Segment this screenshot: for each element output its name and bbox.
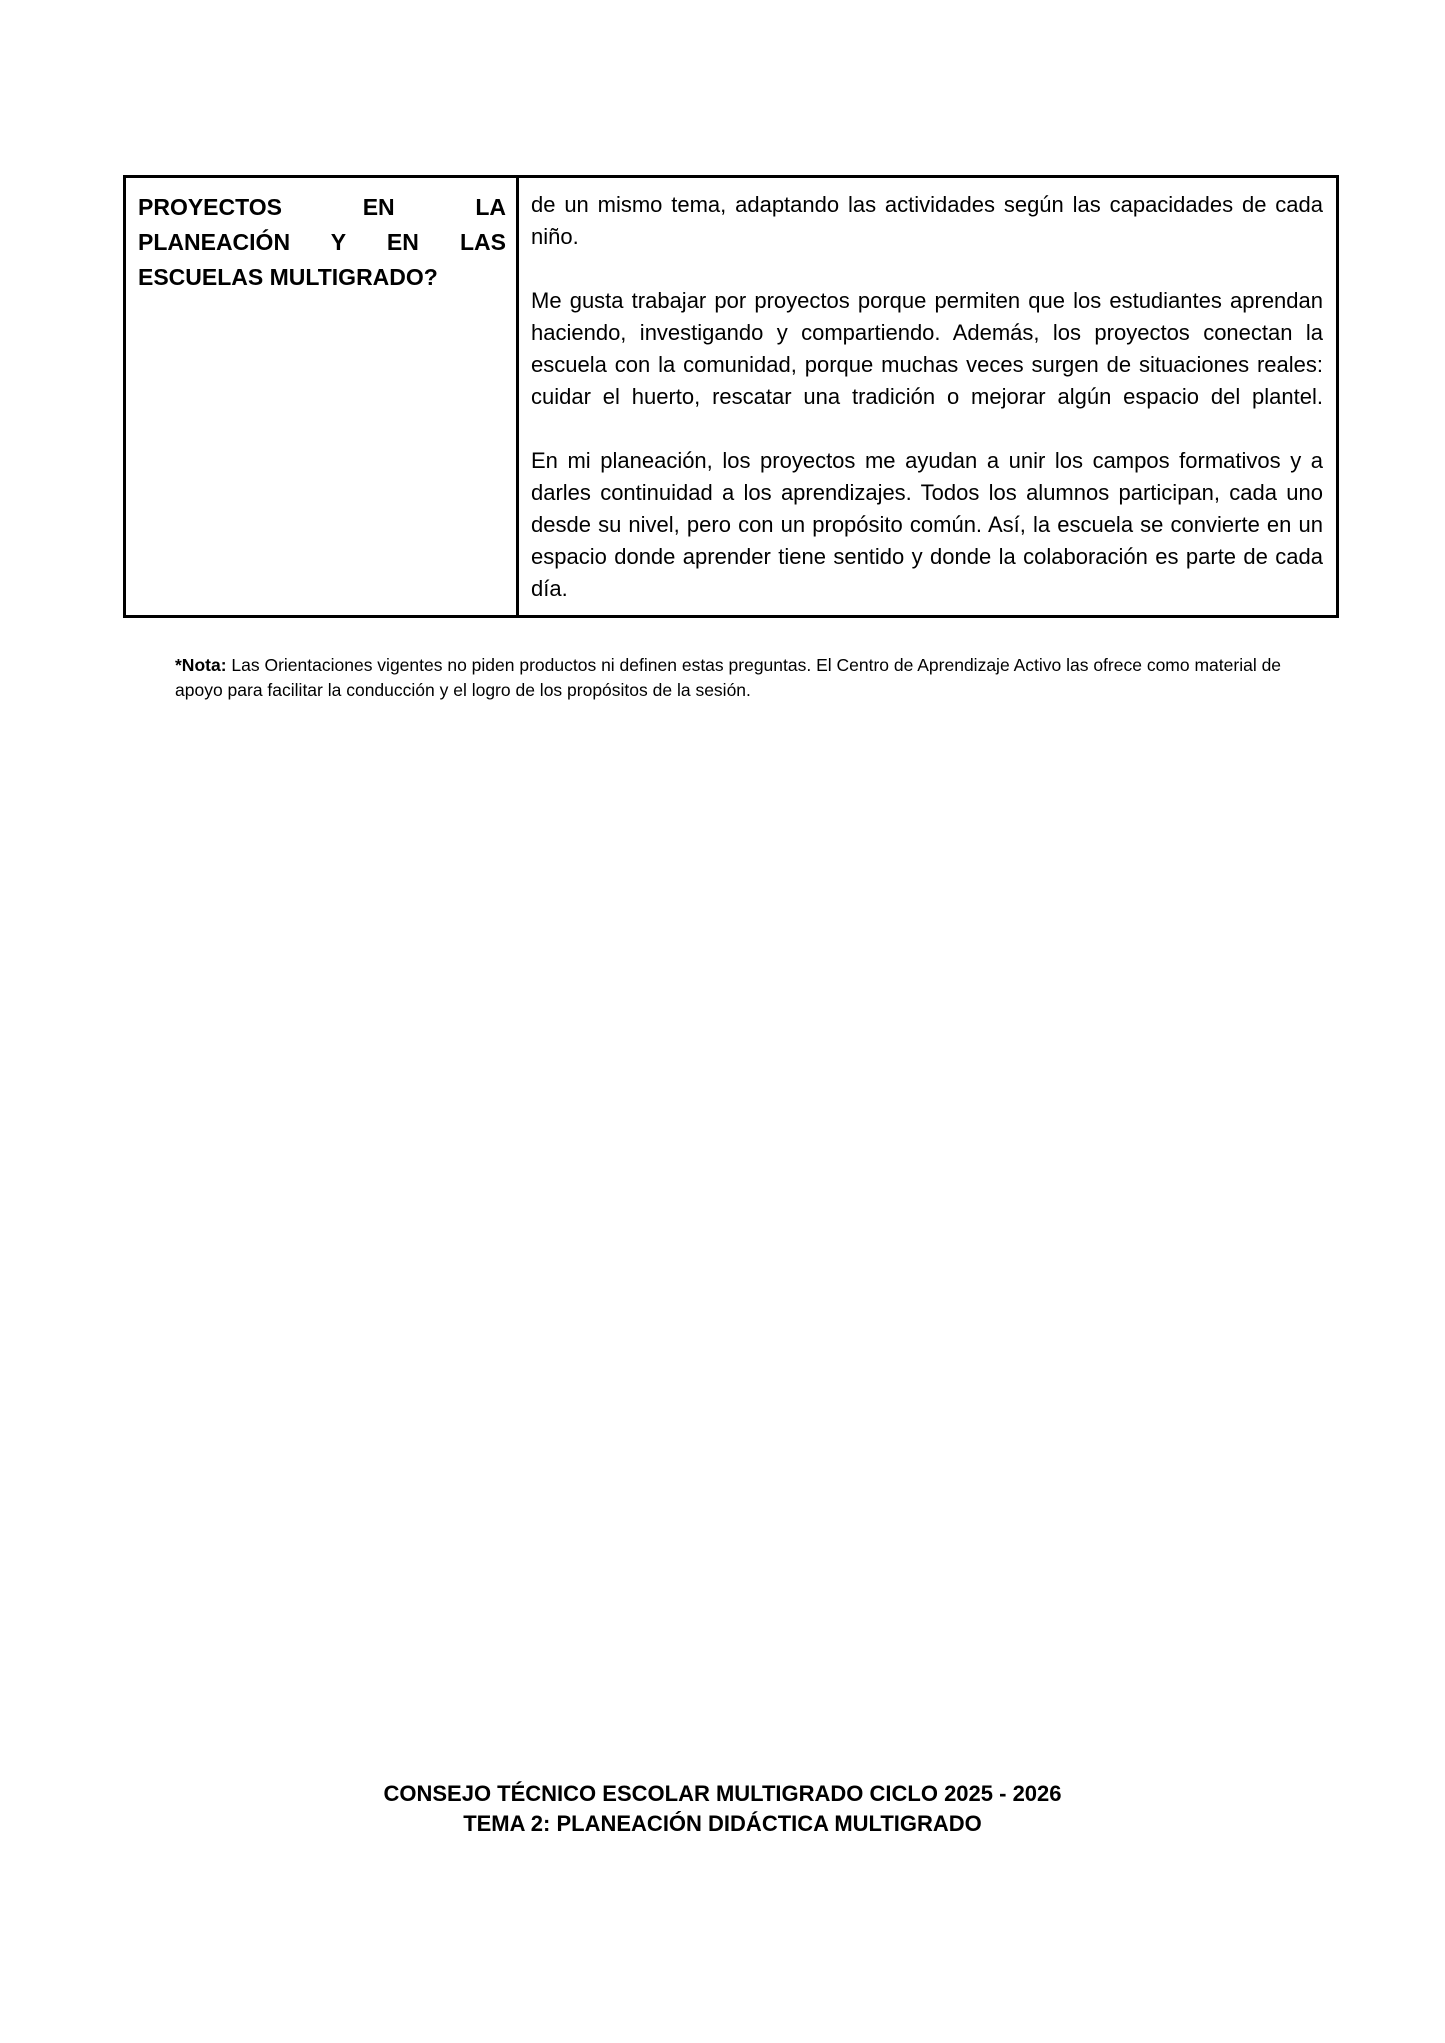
footer-line-1: CONSEJO TÉCNICO ESCOLAR MULTIGRADO CICLO 2025 - 2026 bbox=[383, 1781, 1062, 1806]
footer-line-2: TEMA 2: PLANEACIÓN DIDÁCTICA MULTIGRADO bbox=[463, 1811, 982, 1836]
answer-paragraph-2: Me gusta trabajar por proyectos porque permiten que los estudiantes aprendan haciendo, investigando y compartiendo. Además, los proyectos conectan la escuela con la comunidad, porque muchas veces surgen de situaciones reales: cuidar el huerto, rescatar una tradición o mejorar algún espacio del plantel. bbox=[531, 288, 1323, 409]
note-label: *Nota: bbox=[175, 655, 227, 675]
answer-paragraph-1: de un mismo tema, adaptando las actividades según las capacidades de cada niño. bbox=[531, 192, 1323, 249]
content-table bbox=[123, 175, 1339, 618]
question-cell: PROYECTOS EN LA PLANEACIÓN Y EN LAS ESCUELAS MULTIGRADO? bbox=[125, 177, 518, 617]
table-row bbox=[125, 177, 1338, 617]
answer-cell bbox=[518, 177, 1338, 617]
answer-paragraph-3: En mi planeación, los proyectos me ayudan a unir los campos formativos y a darles continuidad a los aprendizajes. Todos los alumnos participan, cada uno desde su nivel, pero con un propósito común. Así, la escuela se convierte en un espacio donde aprender tiene sentido y donde la colaboración es parte de cada día. bbox=[531, 448, 1323, 601]
note-text: Las Orientaciones vigentes no piden productos ni definen estas preguntas. El Centro de Aprendizaje Activo las ofrece como material de apoyo para facilitar la conducción y el logro de los propósitos de la sesión. bbox=[175, 655, 1282, 700]
page-footer bbox=[0, 1779, 1445, 1839]
footnote bbox=[175, 653, 1315, 703]
